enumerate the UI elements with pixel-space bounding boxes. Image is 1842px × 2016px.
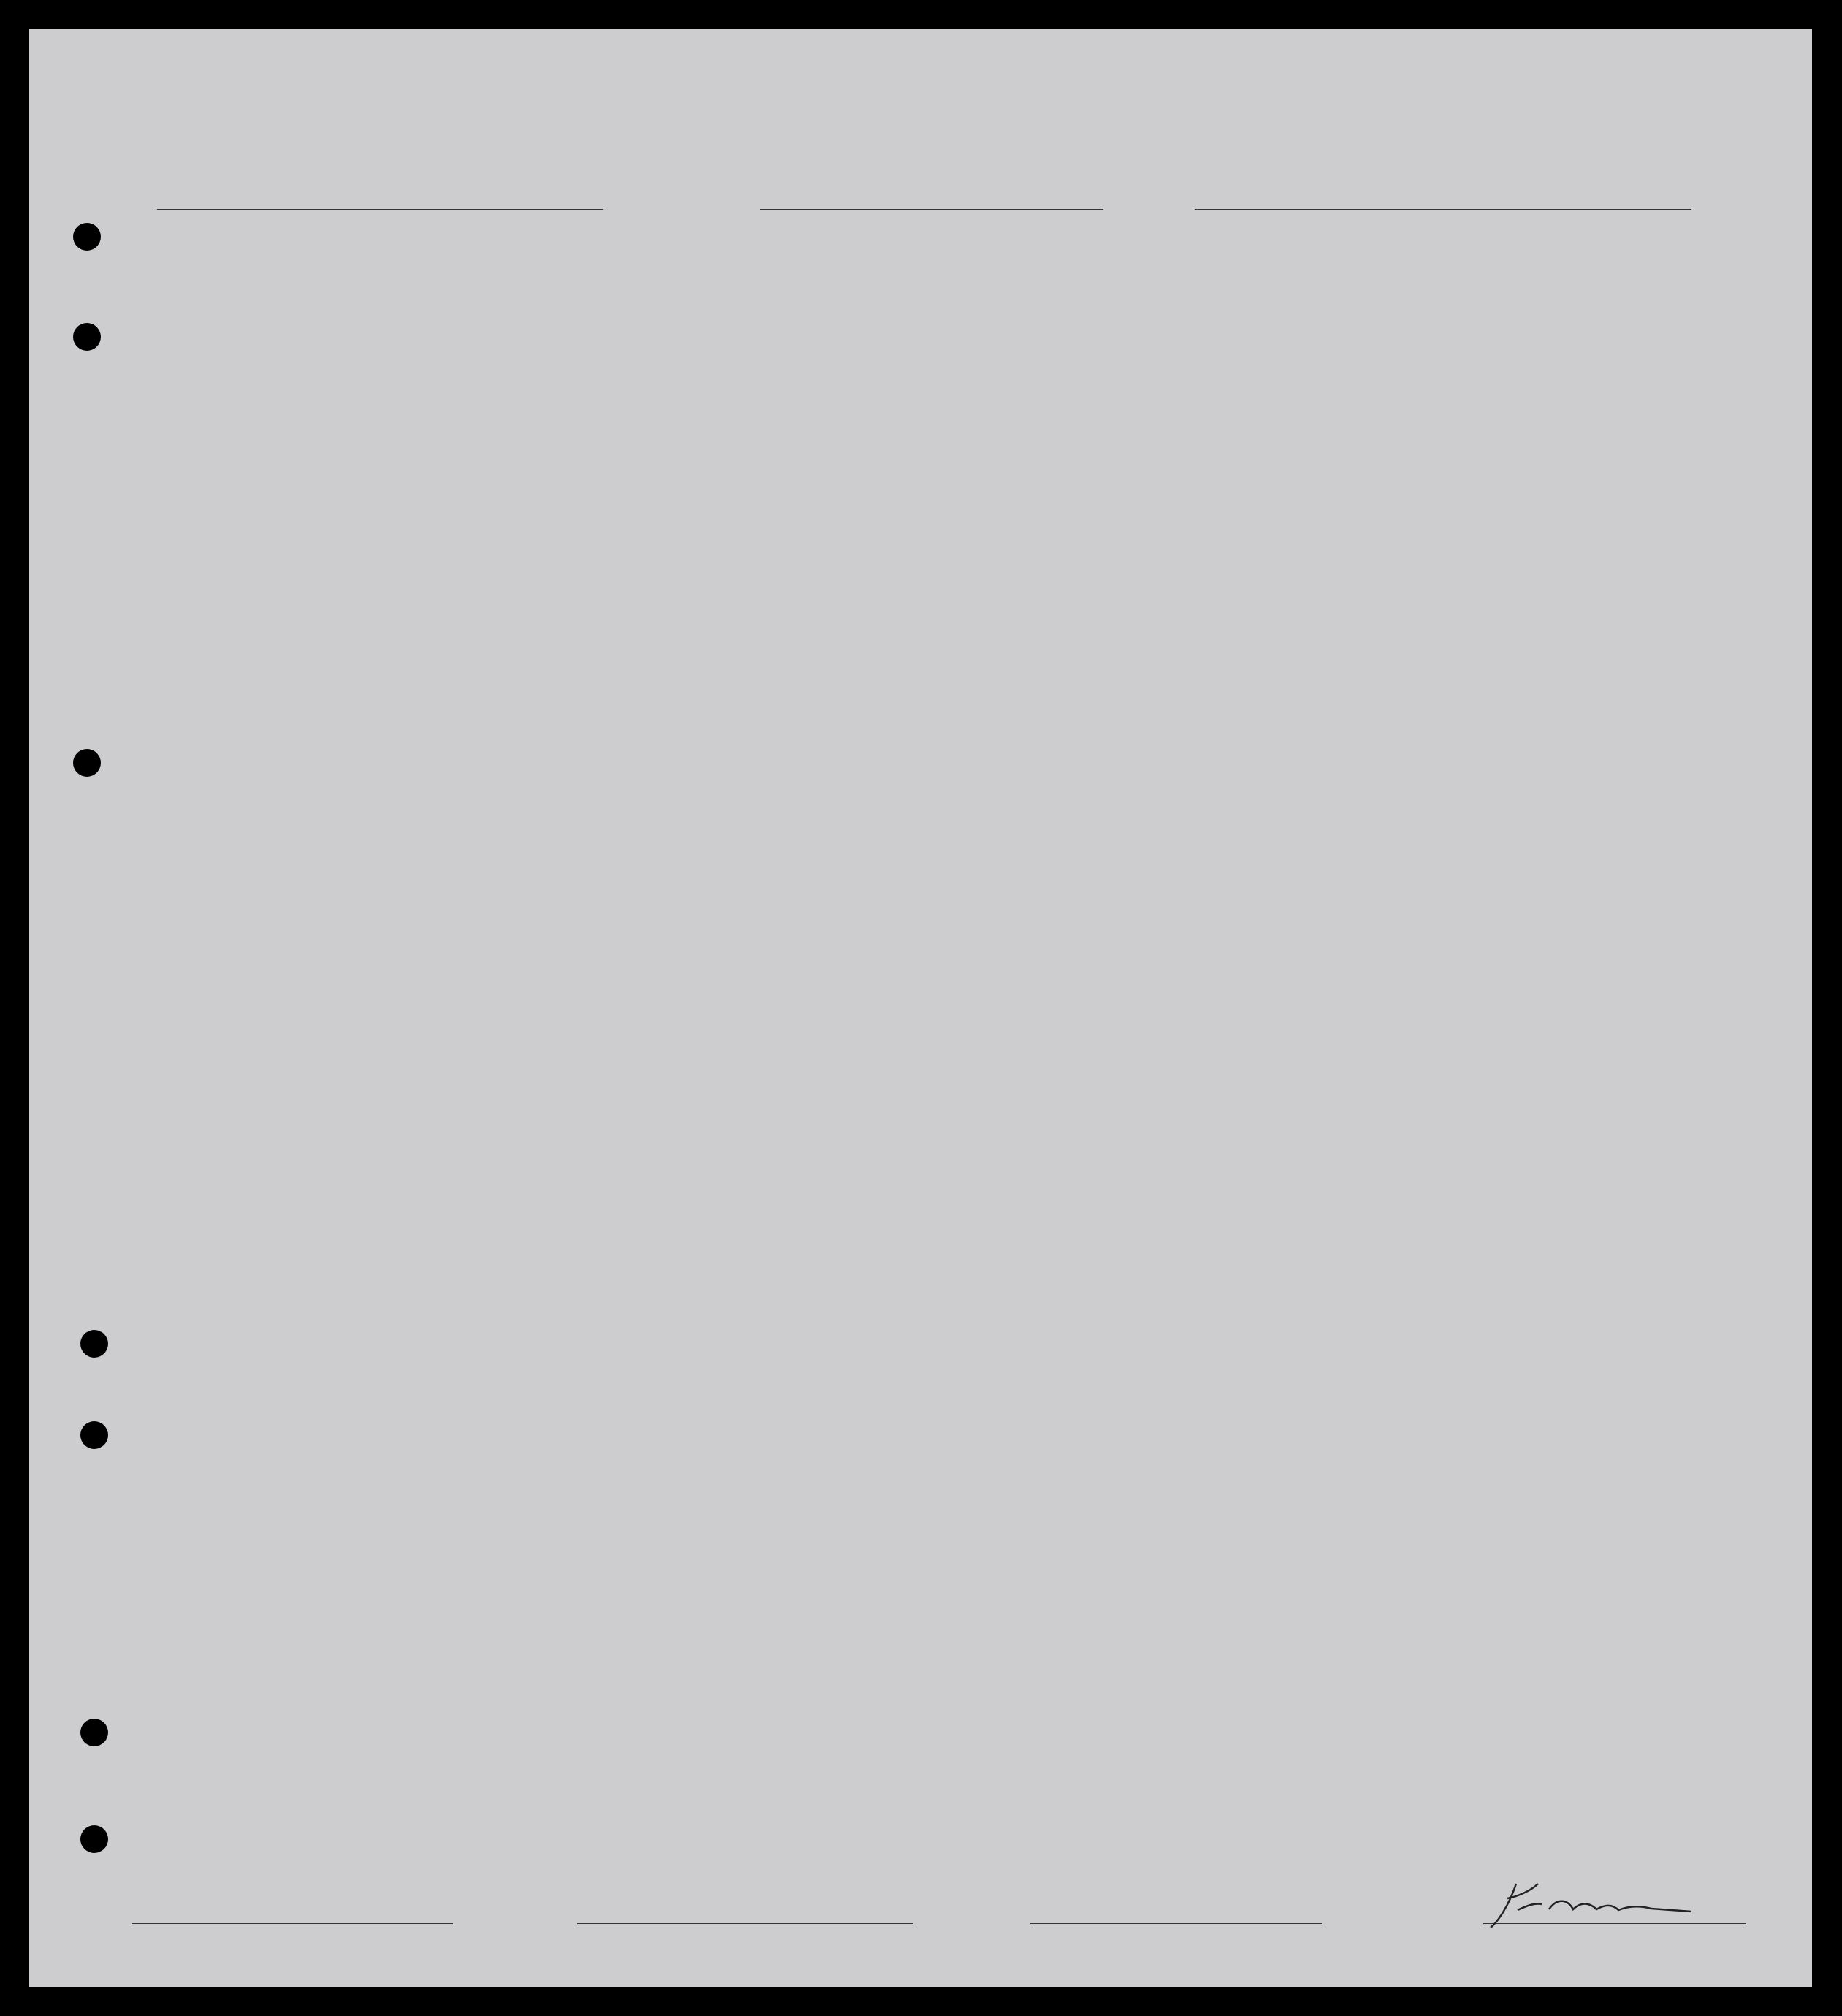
- col4-header: [683, 228, 826, 250]
- col10-header: [1436, 228, 1604, 231]
- punch-hole: [73, 749, 101, 777]
- col1-header: [102, 228, 161, 238]
- col7-header: [1092, 228, 1213, 238]
- col3-header: [585, 228, 683, 244]
- col8-header: [1213, 228, 1312, 231]
- punch-hole: [80, 1421, 108, 1449]
- officer-signature: [1487, 1876, 1706, 1935]
- punch-hole: [80, 1719, 108, 1746]
- col9-header: [1312, 228, 1436, 231]
- col2-header: [161, 228, 585, 238]
- punch-hole: [73, 223, 101, 251]
- punch-hole: [80, 1330, 108, 1358]
- col11-header: [1604, 228, 1768, 243]
- punch-hole: [80, 1825, 108, 1853]
- col6-header: [1030, 228, 1092, 232]
- punch-hole: [73, 323, 101, 351]
- manifest-sheet: [29, 29, 1812, 1987]
- col5-header: [826, 228, 1030, 238]
- manifest-grid: [29, 29, 1812, 1987]
